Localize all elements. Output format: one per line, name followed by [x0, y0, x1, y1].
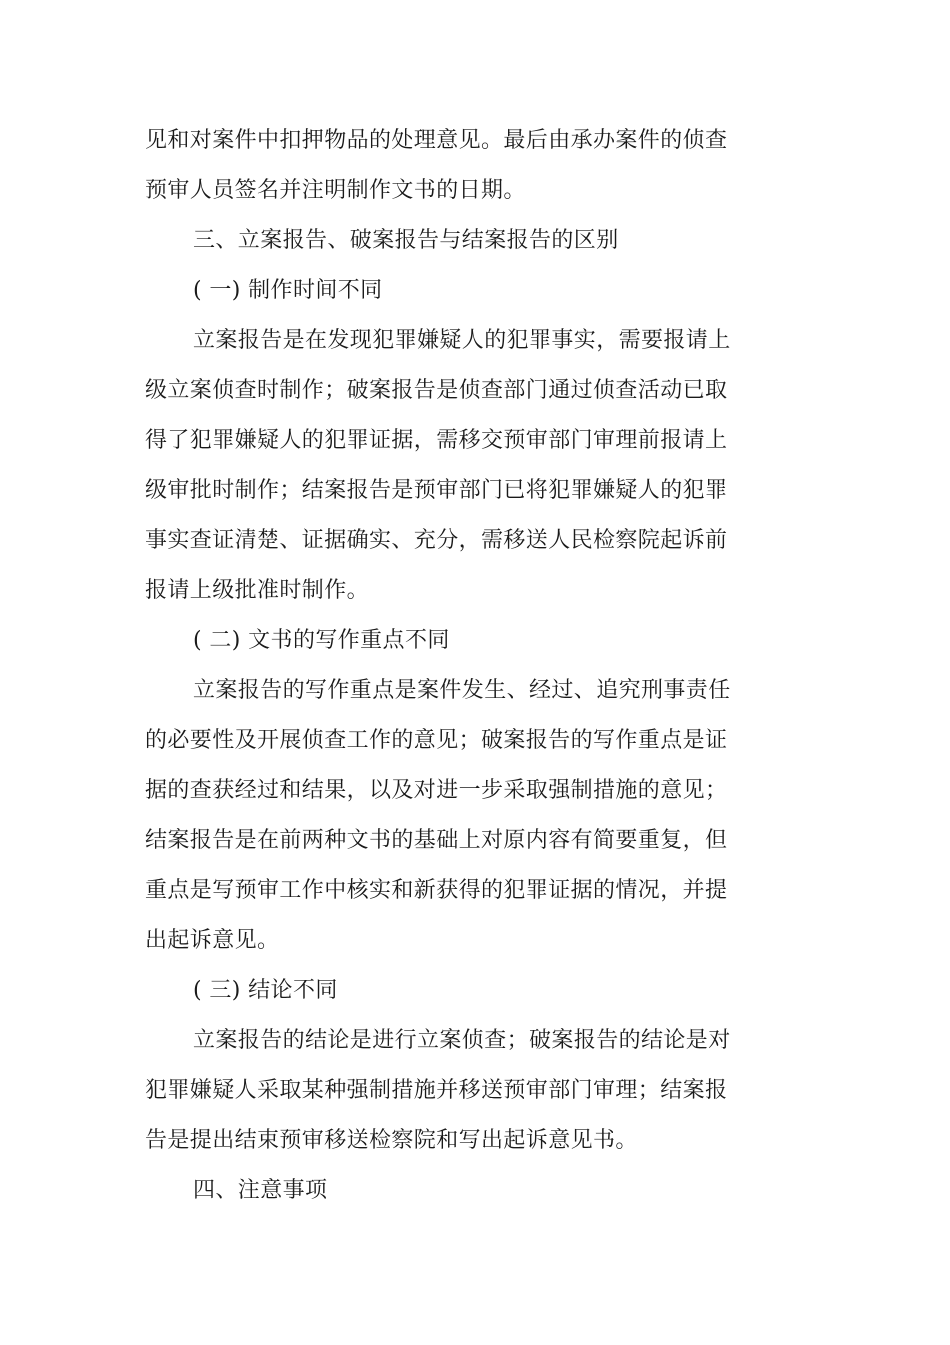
- body-text-line: 见和对案件中扣押物品的处理意见。最后由承办案件的侦查: [145, 128, 728, 153]
- subsection-heading: ( 二) 文书的写作重点不同: [193, 628, 450, 653]
- body-text-line: 结案报告是在前两种文书的基础上对原内容有简要重复，但: [145, 828, 728, 853]
- body-text-line: 级审批时制作；结案报告是预审部门已将犯罪嫌疑人的犯罪: [145, 478, 728, 503]
- body-text-line: 出起诉意见。: [145, 928, 280, 953]
- body-text-line: 告是提出结束预审移送检察院和写出起诉意见书。: [145, 1128, 638, 1153]
- section-heading: 四、注意事项: [193, 1178, 328, 1203]
- body-text-line: 得了犯罪嫌疑人的犯罪证据，需移交预审部门审理前报请上: [145, 428, 728, 453]
- body-text-line: 立案报告是在发现犯罪嫌疑人的犯罪事实，需要报请上: [193, 328, 731, 353]
- body-text-line: 的必要性及开展侦查工作的意见；破案报告的写作重点是证: [145, 728, 728, 753]
- subsection-heading: ( 一) 制作时间不同: [193, 278, 383, 303]
- body-text-line: 报请上级批准时制作。: [145, 578, 370, 603]
- body-text-line: 据的查获经过和结果，以及对进一步采取强制措施的意见；: [145, 778, 728, 803]
- body-text-line: 事实查证清楚、证据确实、充分，需移送人民检察院起诉前: [145, 528, 728, 553]
- body-text-line: 级立案侦查时制作；破案报告是侦查部门通过侦查活动已取: [145, 378, 728, 403]
- body-text-line: 立案报告的写作重点是案件发生、经过、追究刑事责任: [193, 678, 731, 703]
- body-text-line: 立案报告的结论是进行立案侦查；破案报告的结论是对: [193, 1028, 731, 1053]
- section-heading: 三、立案报告、破案报告与结案报告的区别: [193, 228, 619, 253]
- subsection-heading: ( 三) 结论不同: [193, 978, 338, 1003]
- body-text-line: 犯罪嫌疑人采取某种强制措施并移送预审部门审理；结案报: [145, 1078, 728, 1103]
- body-text-line: 预审人员签名并注明制作文书的日期。: [145, 178, 526, 203]
- body-text-line: 重点是写预审工作中核实和新获得的犯罪证据的情况，并提: [145, 878, 728, 903]
